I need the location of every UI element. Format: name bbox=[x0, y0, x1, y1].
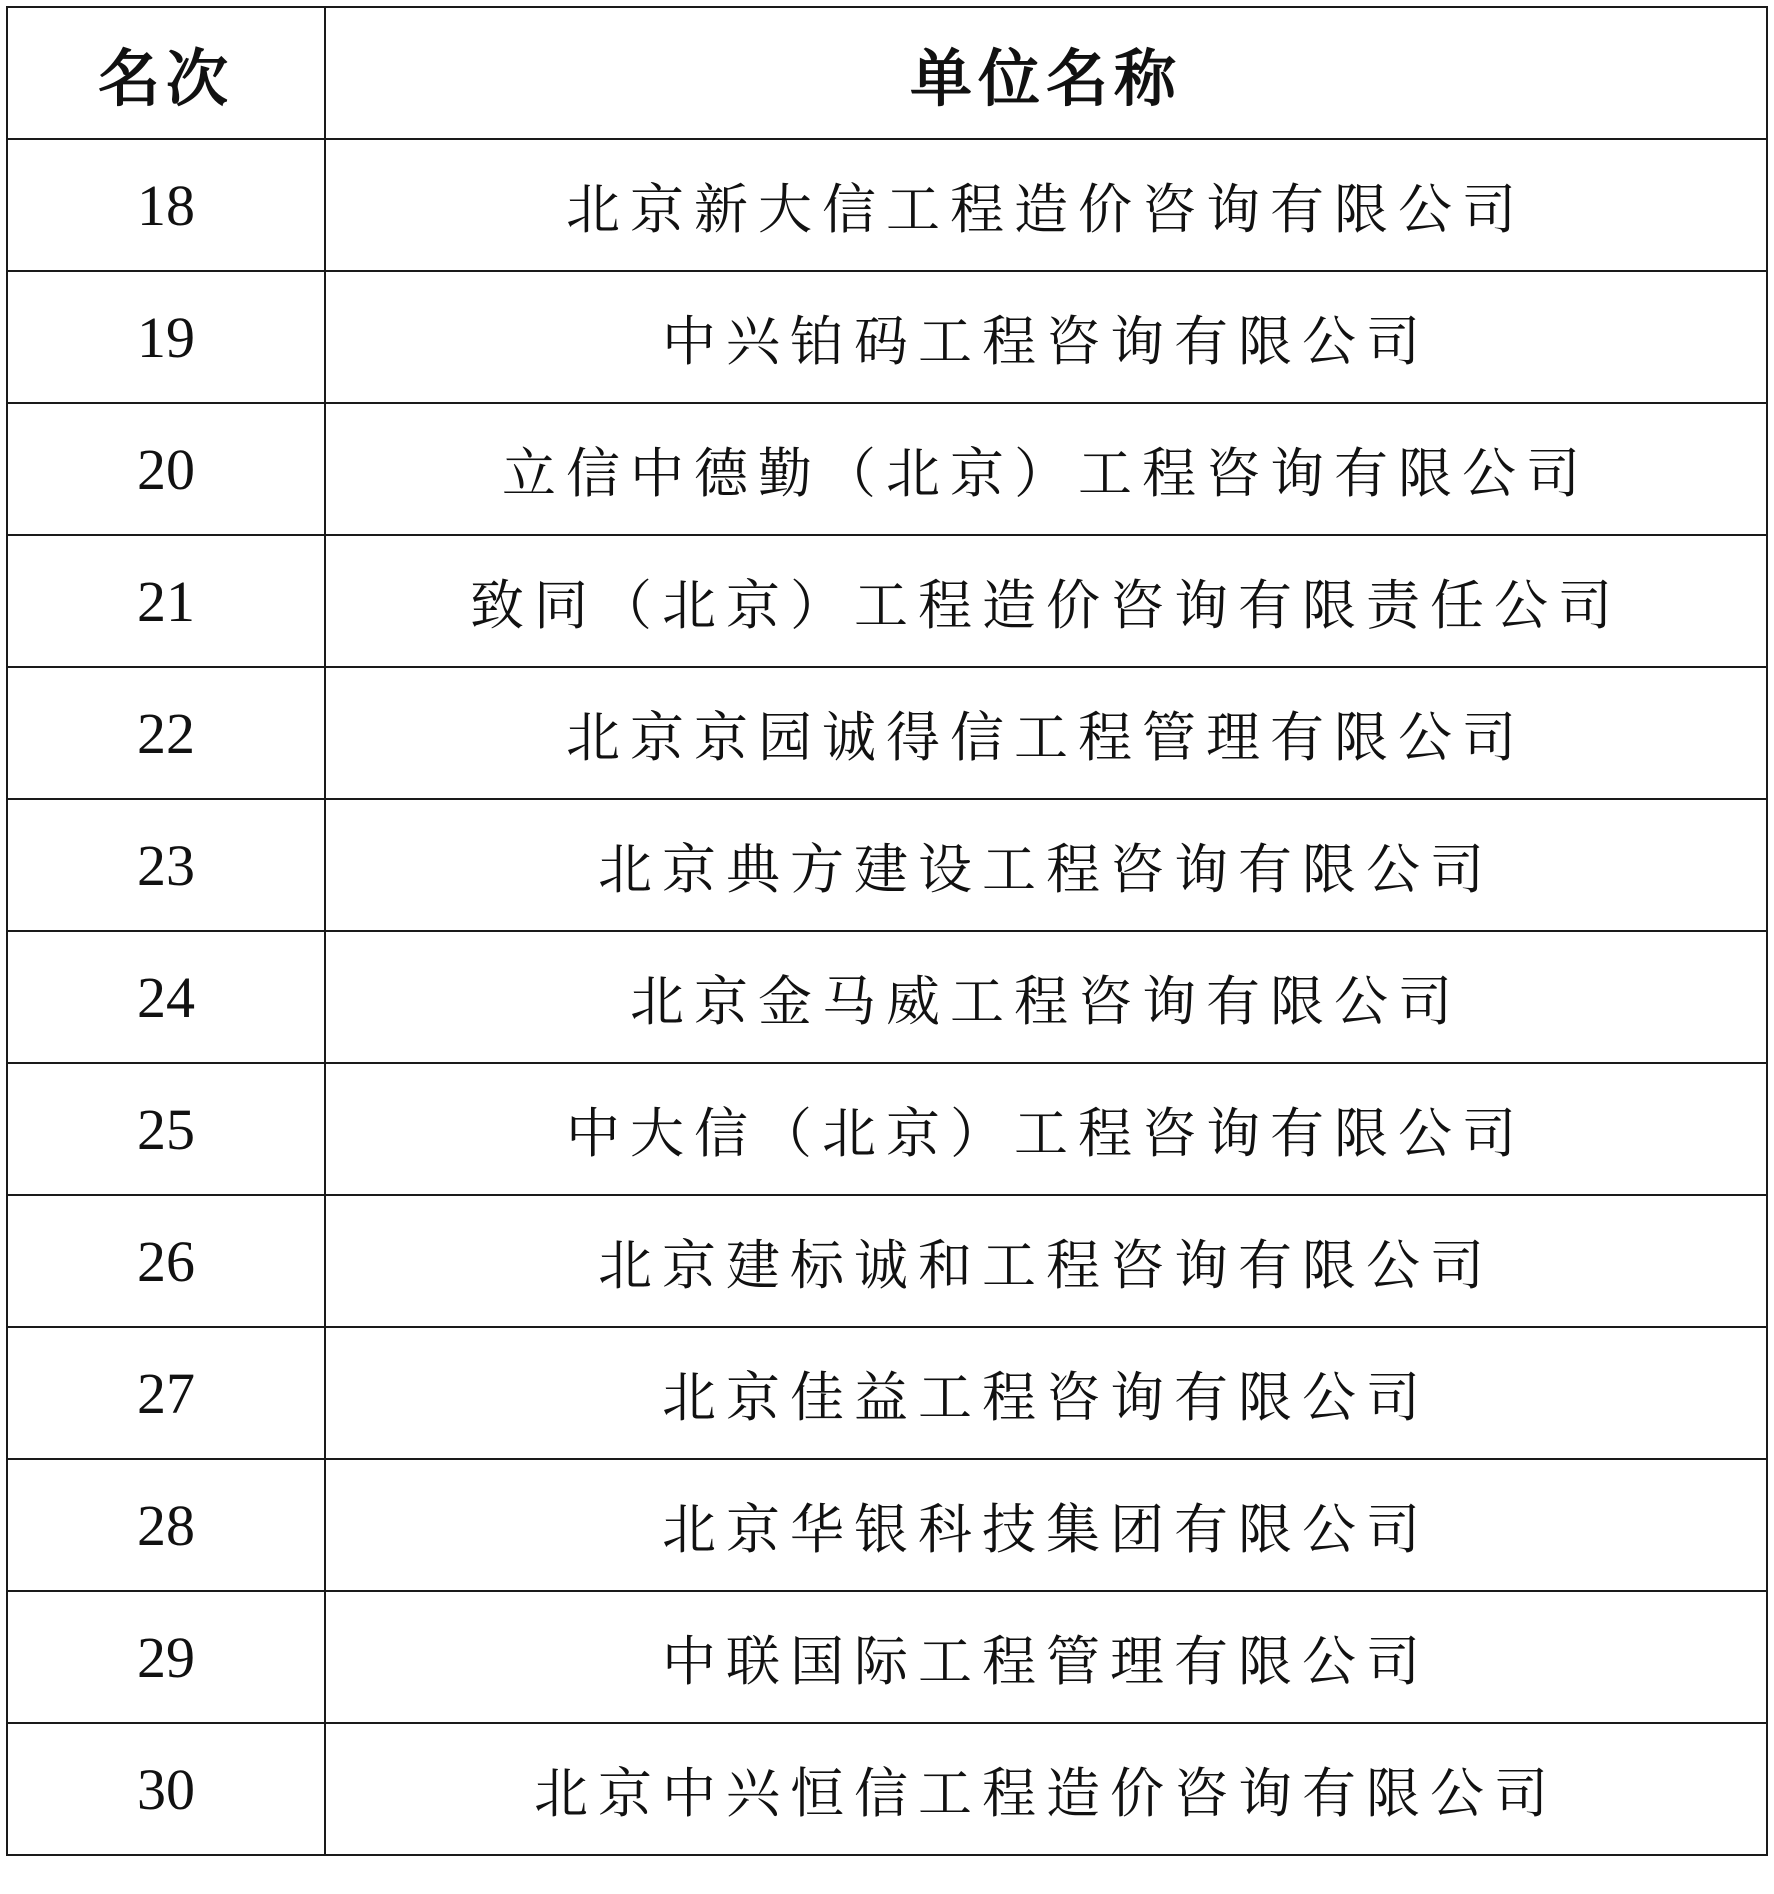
rank-cell: 23 bbox=[7, 799, 325, 931]
rank-cell: 22 bbox=[7, 667, 325, 799]
company-name-cell: 北京华银科技集团有限公司 bbox=[325, 1459, 1767, 1591]
company-name-cell: 北京佳益工程咨询有限公司 bbox=[325, 1327, 1767, 1459]
rank-cell: 30 bbox=[7, 1723, 325, 1855]
table-row bbox=[7, 403, 1767, 535]
table-row bbox=[7, 1459, 1767, 1591]
rank-cell: 21 bbox=[7, 535, 325, 667]
company-name-cell: 中兴铂码工程咨询有限公司 bbox=[325, 271, 1767, 403]
rank-cell: 29 bbox=[7, 1591, 325, 1723]
company-name-cell: 北京新大信工程造价咨询有限公司 bbox=[325, 139, 1767, 271]
company-name-cell: 中联国际工程管理有限公司 bbox=[325, 1591, 1767, 1723]
company-name-cell: 北京典方建设工程咨询有限公司 bbox=[325, 799, 1767, 931]
table-row bbox=[7, 1327, 1767, 1459]
table-row bbox=[7, 139, 1767, 271]
table-row bbox=[7, 1723, 1767, 1855]
table-row bbox=[7, 1063, 1767, 1195]
rank-cell: 24 bbox=[7, 931, 325, 1063]
company-name-cell: 中大信（北京）工程咨询有限公司 bbox=[325, 1063, 1767, 1195]
table-row bbox=[7, 535, 1767, 667]
rank-cell: 25 bbox=[7, 1063, 325, 1195]
company-name-cell: 北京金马威工程咨询有限公司 bbox=[325, 931, 1767, 1063]
rank-cell: 20 bbox=[7, 403, 325, 535]
company-name-cell: 北京建标诚和工程咨询有限公司 bbox=[325, 1195, 1767, 1327]
rank-cell: 28 bbox=[7, 1459, 325, 1591]
table-row bbox=[7, 931, 1767, 1063]
rank-cell: 26 bbox=[7, 1195, 325, 1327]
header-row bbox=[7, 7, 1767, 139]
table-row bbox=[7, 667, 1767, 799]
company-name-cell: 北京京园诚得信工程管理有限公司 bbox=[325, 667, 1767, 799]
company-name-cell: 致同（北京）工程造价咨询有限责任公司 bbox=[325, 535, 1767, 667]
ranking-table bbox=[6, 6, 1768, 1856]
table-row bbox=[7, 1591, 1767, 1723]
table-body bbox=[7, 139, 1767, 1855]
table-row bbox=[7, 1195, 1767, 1327]
rank-column-header: 名次 bbox=[7, 7, 325, 139]
rank-cell: 18 bbox=[7, 139, 325, 271]
table-row bbox=[7, 799, 1767, 931]
company-name-cell: 立信中德勤（北京）工程咨询有限公司 bbox=[325, 403, 1767, 535]
name-column-header: 单位名称 bbox=[325, 7, 1767, 139]
rank-cell: 19 bbox=[7, 271, 325, 403]
table-header bbox=[7, 7, 1767, 139]
rank-cell: 27 bbox=[7, 1327, 325, 1459]
company-name-cell: 北京中兴恒信工程造价咨询有限公司 bbox=[325, 1723, 1767, 1855]
table-row bbox=[7, 271, 1767, 403]
